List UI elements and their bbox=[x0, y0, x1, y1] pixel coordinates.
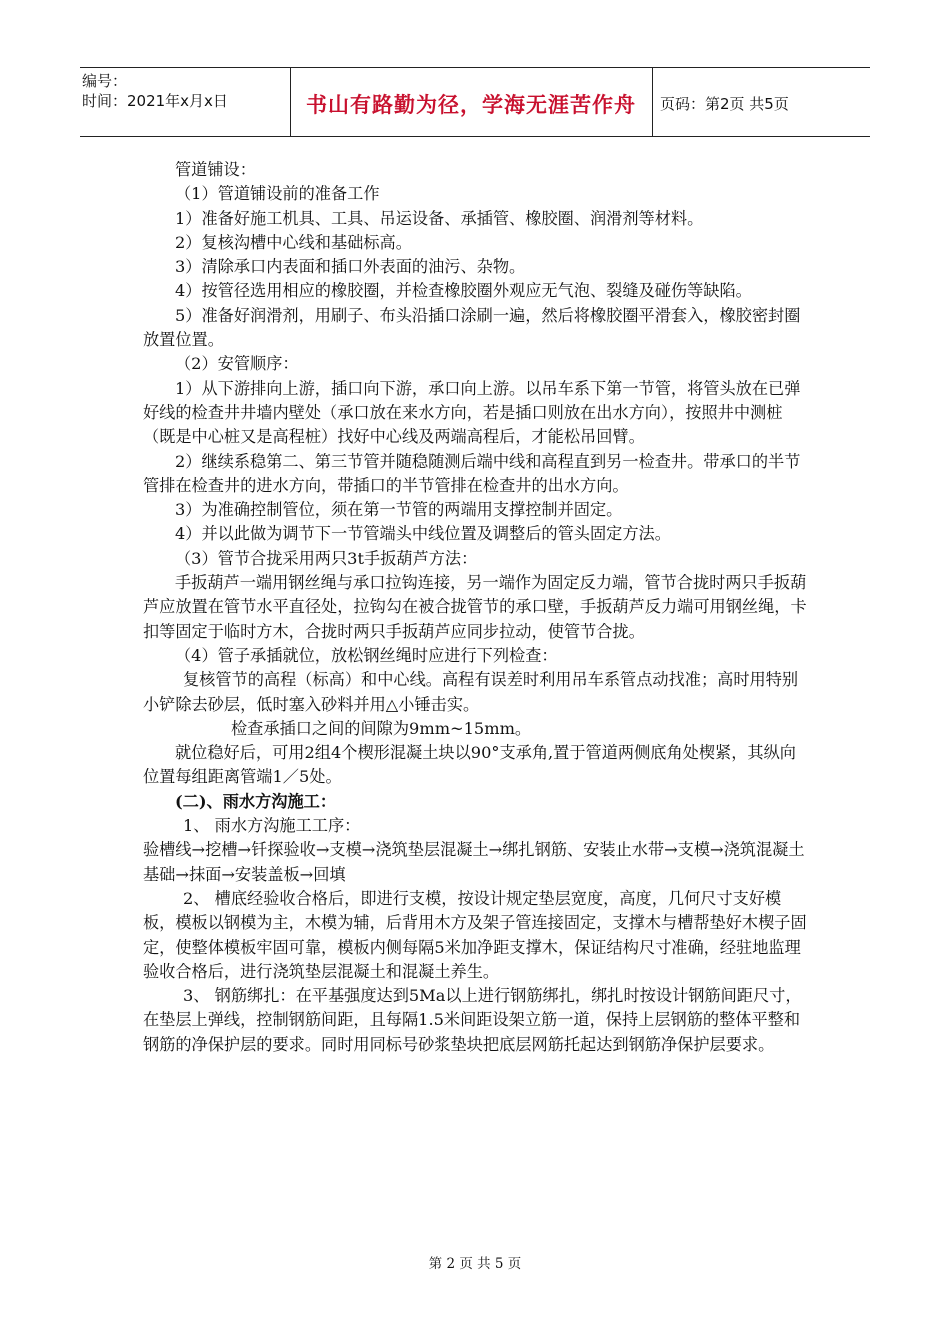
document-body bbox=[143, 158, 811, 1057]
paragraph: 手扳葫芦一端用钢丝绳与承口拉钩连接，另一端作为固定反力端，管节合拢时两只手扳葫芦应放置在管节水平直径处，拉钩勾在被合拢管节的承口壁，手扳葫芦反力端可用钢丝绳，卡扣等固定于临时方木，合拢时两只手扳葫芦应同步拉动，使管节合拢。 bbox=[143, 573, 807, 641]
paragraph: 检查承插口之间的间隙为9mm~15mm。 bbox=[231, 718, 532, 738]
header-divider bbox=[290, 67, 291, 137]
header-bottom-rule bbox=[80, 136, 870, 137]
subsection-heading: （4）管子承插就位，放松钢丝绳时应进行下列检查： bbox=[175, 645, 558, 665]
paragraph: 2）继续系稳第二、第三节管并随稳随测后端中线和高程直到另一检查井。带承口的半节管排在检查井的进水方向，带插口的半节管排在检查井的出水方向。 bbox=[143, 451, 801, 495]
paragraph: 4）并以此做为调节下一节管端头中线位置及调整后的管头固定方法。 bbox=[175, 524, 671, 544]
paragraph: 3）为准确控制管位，须在第一节管的两端用支撑控制并固定。 bbox=[175, 500, 623, 520]
page-header bbox=[80, 67, 870, 137]
paragraph: 复核管节的高程（标高）和中心线。高程有误差时利用吊车系管点动找准；高时用特别小铲除去砂层，低时塞入砂料并用△小锤击实。 bbox=[143, 670, 799, 714]
paragraph: 1）准备好施工机具、工具、吊运设备、承插管、橡胶圈、润滑剂等材料。 bbox=[175, 208, 704, 228]
paragraph: 2、 槽底经验收合格后，即进行支模，按设计规定垫层宽度，高度，几何尺寸支好模板，模板以钢模为主，木模为辅，后背用木方及架子管连接固定，支撑木与槽帮垫好木楔子固定，使整体模板牢固可靠，模板内侧每隔5米加净距支撑木，保证结构尺寸准确，经驻地监理验收合格后，进行浇筑垫层混凝土和混凝土养生。 bbox=[143, 888, 807, 981]
paragraph: 5）准备好润滑剂，用刷子、布头沿插口涂刷一遍，然后将橡胶圈平滑套入，橡胶密封圈放置位置。 bbox=[143, 305, 801, 350]
header-page-number: 页码：第2页 共5页 bbox=[660, 95, 789, 113]
subsection-heading: （2）安管顺序： bbox=[175, 354, 299, 374]
process-flow: 验槽线→挖槽→钎探验收→支模→浇筑垫层混凝土→绑扎钢筋、安装止水带→支模→浇筑混凝土基础→抹面→安装盖板→回填 bbox=[143, 840, 805, 884]
header-top-rule bbox=[80, 67, 870, 68]
paragraph: 3）清除承口内表面和插口外表面的油污、杂物。 bbox=[175, 257, 526, 277]
subsection-heading: （1）管道铺设前的准备工作 bbox=[175, 184, 380, 204]
paragraph: 就位稳好后，可用2组4个楔形混凝土块以90°支承角,置于管道两侧底角处楔紧，其纵向位置每组距离管端1／5处。 bbox=[143, 743, 796, 787]
subsection-heading: （3）管节合拢采用两只3t手扳葫芦方法： bbox=[175, 548, 478, 568]
document-time-label: 时间：2021年x月x日 bbox=[82, 92, 228, 110]
paragraph: 3、 钢筋绑扎：在平基强度达到5Ma以上进行钢筋绑扎，绑扎时按设计钢筋间距尺寸，在垫层上弹线，控制钢筋间距，且每隔1.5米间距设架立筋一道，保持上层钢筋的整体平整和钢筋的净保护层的要求。同时用同标号砂浆垫块把底层网筋托起达到钢筋净保护层要求。 bbox=[143, 986, 802, 1054]
header-divider bbox=[652, 67, 653, 137]
page-footer: 第 2 页 共 5 页 bbox=[428, 1256, 522, 1272]
document-number-label: 编号： bbox=[82, 72, 128, 90]
section-heading: 管道铺设： bbox=[175, 160, 256, 179]
section-heading: (二)、雨水方沟施工： bbox=[175, 791, 337, 811]
paragraph: 2）复核沟槽中心线和基础标高。 bbox=[175, 232, 412, 252]
paragraph: 1）从下游排向上游，插口向下游，承口向上游。以吊车系下第一节管，将管头放在已弹好线的检查井井墙内壁处（承口放在来水方向，若是插口则放在出水方向），按照井中测桩（既是中心桩又是高程桩）找好中心线及两端高程后，才能松吊回臂。 bbox=[143, 378, 801, 447]
header-motto: 书山有路勤为径，学海无涯苦作舟 bbox=[306, 93, 636, 117]
subsection-heading: 1、 雨水方沟施工工序： bbox=[183, 816, 361, 836]
paragraph: 4）按管径选用相应的橡胶圈，并检查橡胶圈外观应无气泡、裂缝及碰伤等缺陷。 bbox=[175, 281, 752, 301]
header-meta bbox=[82, 71, 288, 111]
